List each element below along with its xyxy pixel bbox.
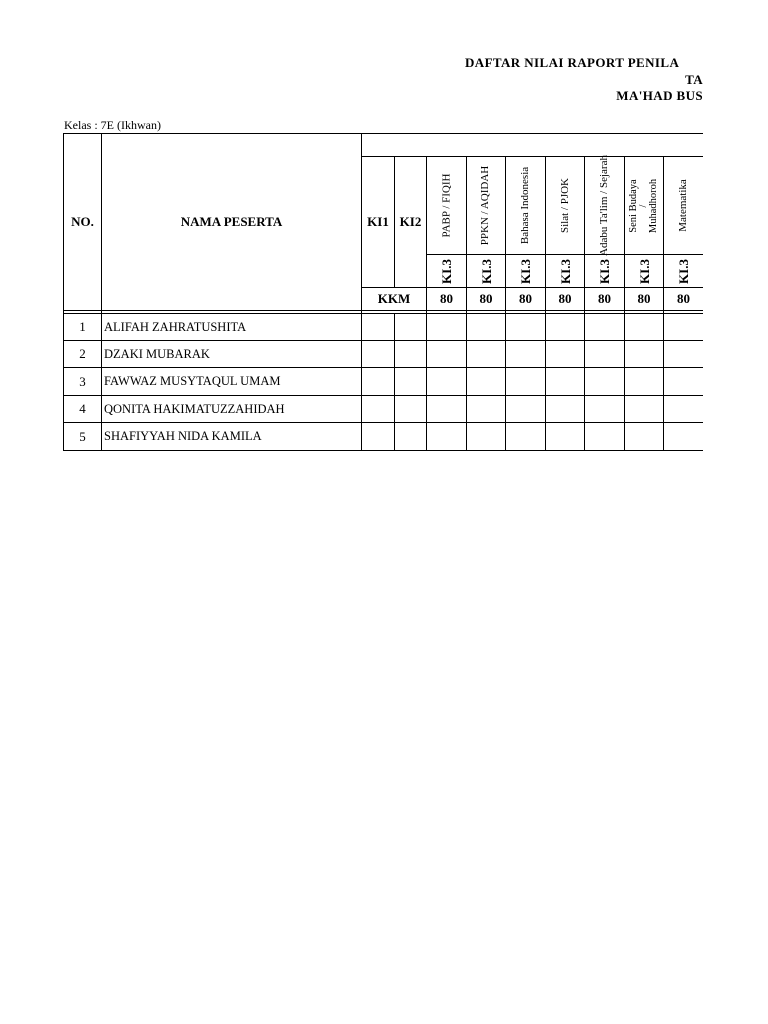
student-name: QONITA HAKIMATUZZAHIDAH: [104, 401, 285, 416]
kl-label: KI.3: [478, 258, 494, 284]
kkm-value: 80: [558, 291, 572, 306]
student-name: DZAKI MUBARAK: [104, 346, 210, 361]
kl-label: KI.3: [438, 258, 454, 284]
class-label: Kelas : 7E (Ikhwan): [64, 118, 161, 132]
kl-label: KI.3: [596, 258, 612, 284]
kkm-value: 80: [637, 291, 651, 306]
student-name: SHAFIYYAH NIDA KAMILA: [104, 429, 262, 443]
row-number: 4: [79, 401, 86, 416]
row-number: 5: [79, 428, 86, 444]
kkm-value: 80: [598, 291, 611, 306]
kkm-value: 80: [479, 291, 493, 306]
kl-label: KI.3: [557, 258, 573, 284]
subject-header-adabu: Adabu Ta'lim / Sejarah: [598, 155, 610, 256]
report-subtitle-year: TA: [685, 72, 703, 87]
report-title: DAFTAR NILAI RAPORT PENILA: [465, 55, 680, 70]
kl-label: KI.3: [675, 258, 691, 284]
subject-header-ppkn: PPKN / AQIDAH: [479, 165, 492, 246]
subject-header-seni-budaya: Seni Budaya / Muhadhoroh: [628, 178, 660, 233]
subject-header-pabp: PABP / FIQIH: [440, 173, 452, 238]
subject-header-bahasa-indonesia: Bahasa Indonesia: [519, 166, 531, 245]
row-number: 3: [79, 373, 86, 389]
student-name: ALIFAH ZAHRATUSHITA: [104, 319, 247, 334]
column-header-no: NO.: [71, 214, 94, 229]
kkm-value: 80: [677, 291, 690, 306]
row-number: 1: [79, 319, 86, 334]
kl-label: KI.3: [636, 258, 652, 284]
student-name: FAWWAZ MUSYTAQUL UMAM: [104, 374, 281, 388]
kl-label: KI.3: [517, 258, 533, 284]
kkm-value: 80: [519, 291, 532, 306]
subject-header-matematika: Matematika: [677, 179, 690, 232]
kkm-value: 80: [440, 291, 453, 306]
kkm-label: KKM: [377, 291, 411, 306]
row-number: 2: [79, 346, 86, 361]
subject-header-silat: Silat / PJOK: [558, 177, 571, 234]
column-header-ki1: KI1: [367, 214, 389, 229]
report-subtitle-school: MA'HAD BUS: [616, 88, 703, 103]
column-header-ki2: KI2: [399, 214, 422, 229]
column-header-name: NAMA PESERTA: [180, 214, 283, 229]
